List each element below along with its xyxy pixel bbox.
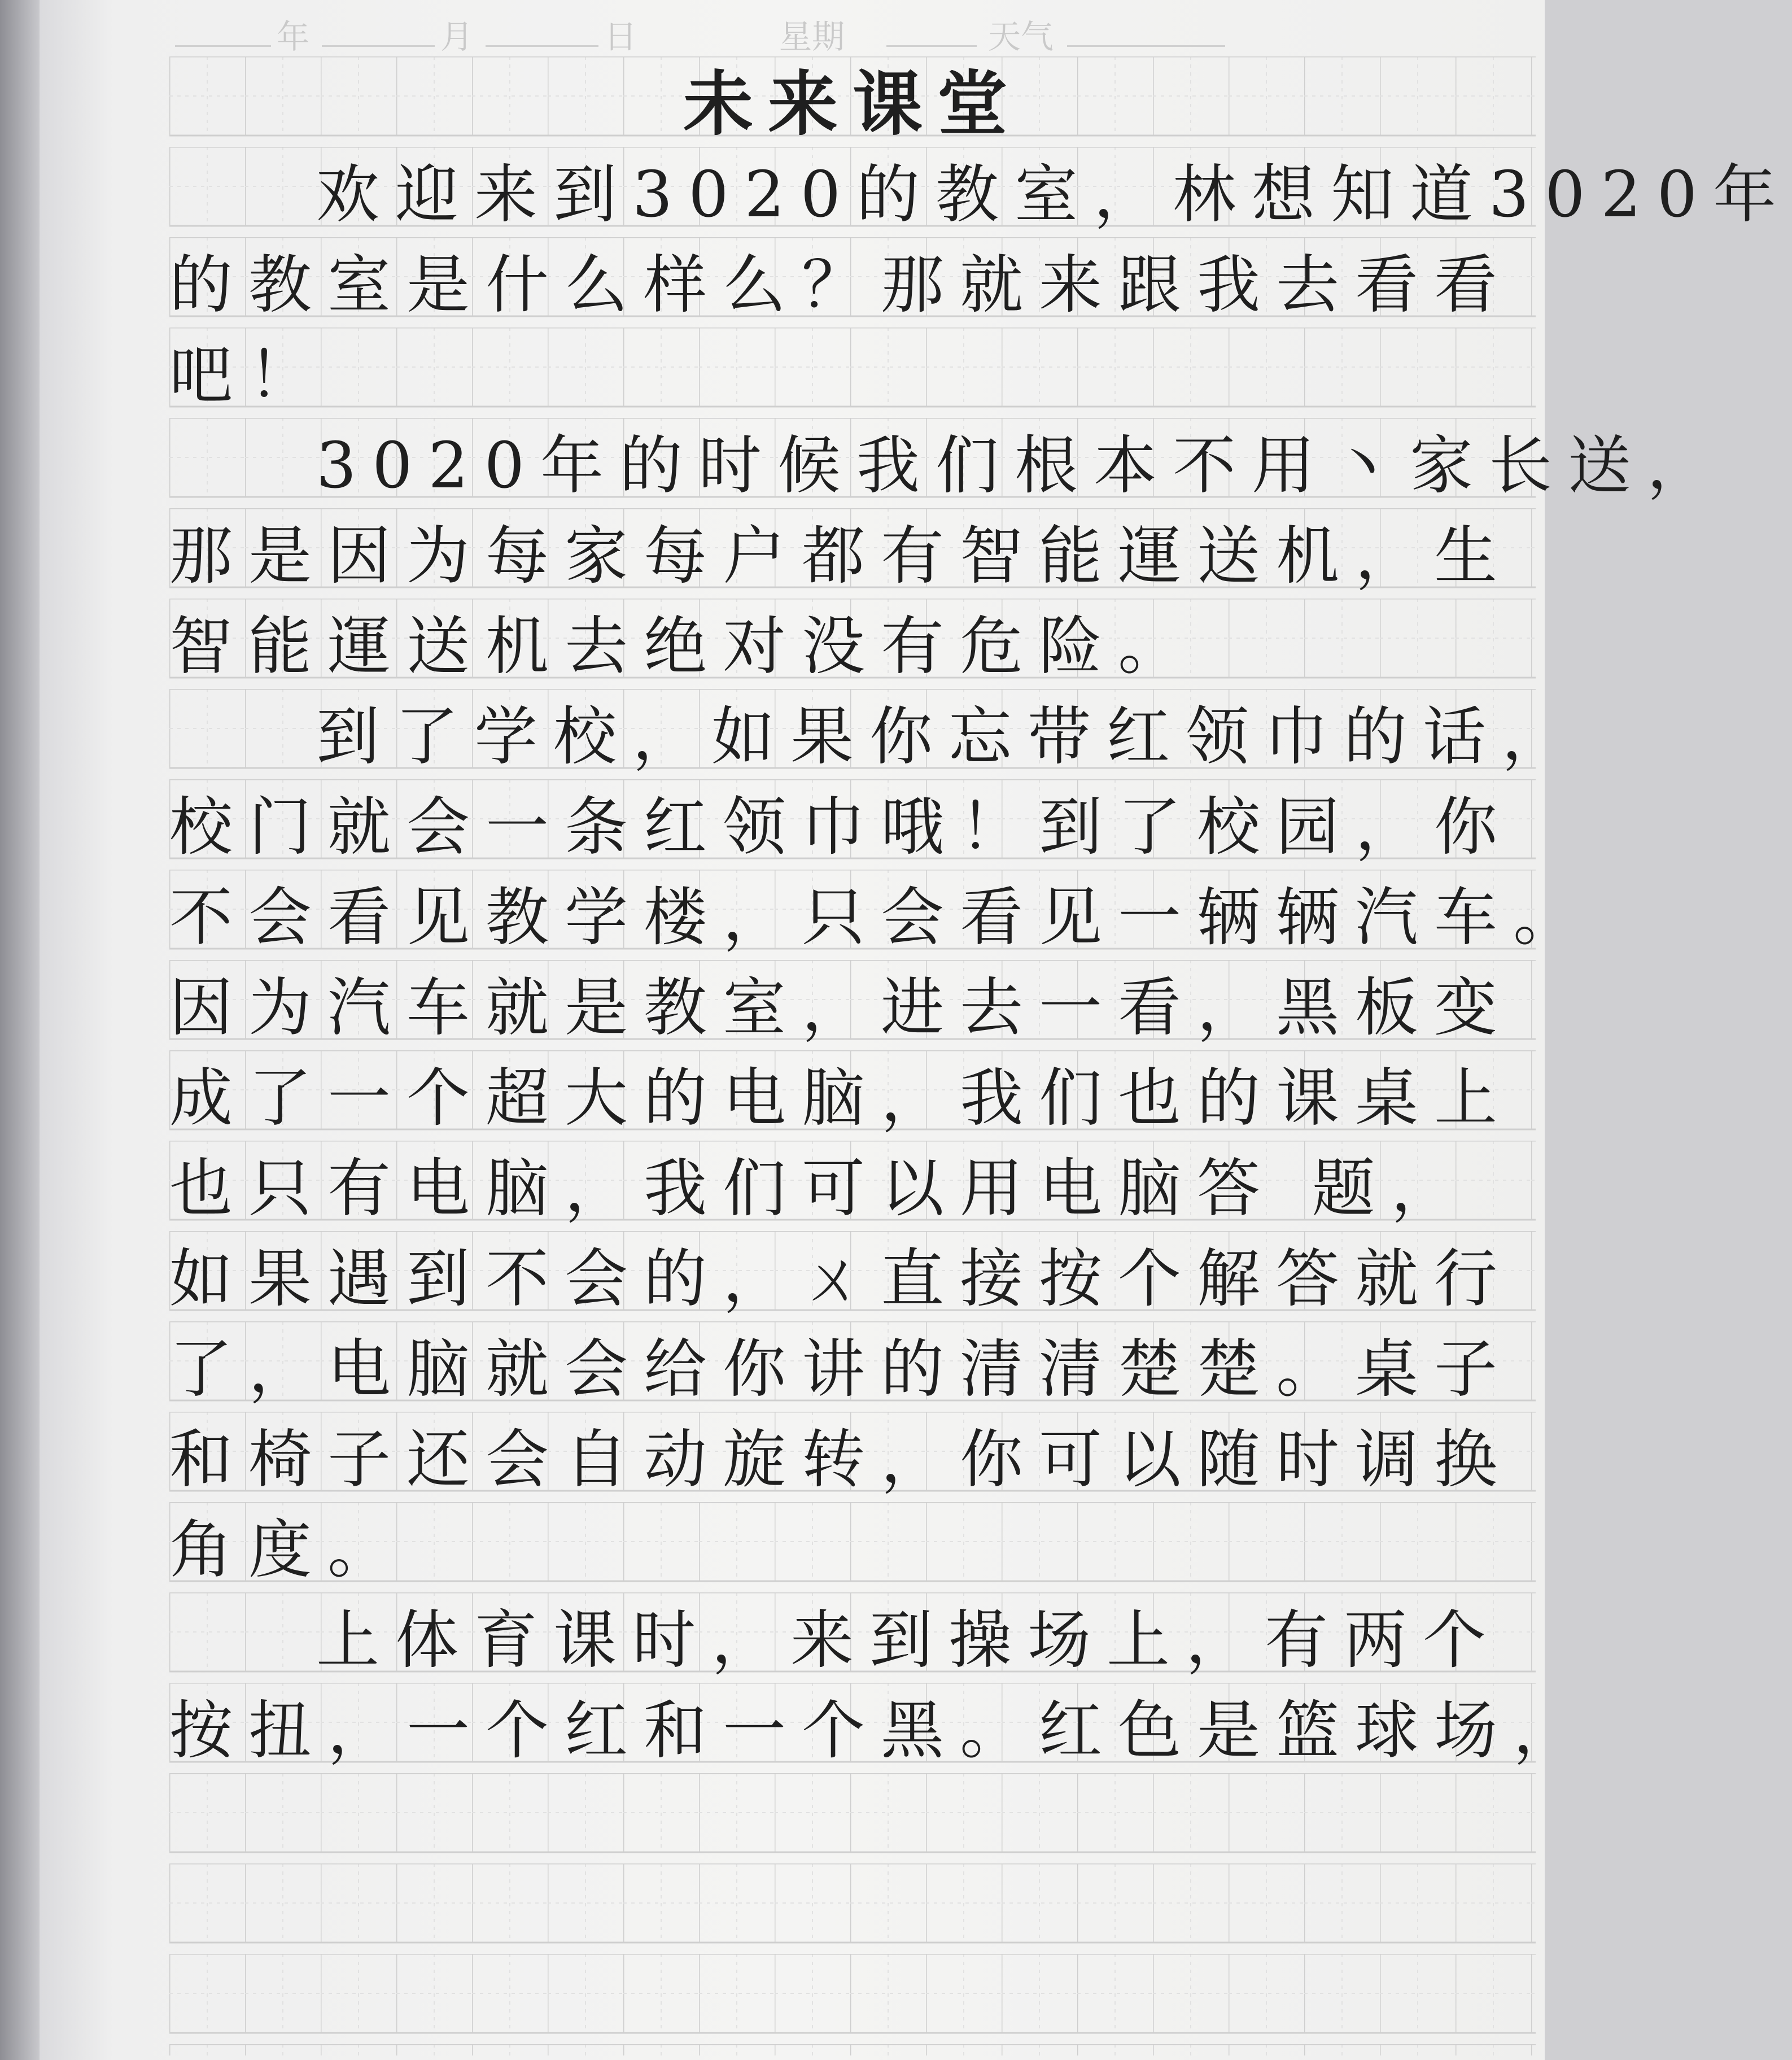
page-edge-shadow bbox=[0, 0, 40, 2060]
weekday-blank bbox=[886, 45, 977, 47]
weather-label: 天气 bbox=[988, 18, 1054, 56]
essay-line: 校门就会一条红领巾哦！到了校园，你 bbox=[169, 791, 1513, 864]
essay-line: 如果遇到不会的，ㄨ直接按个解答就行 bbox=[169, 1242, 1513, 1316]
essay-line: 到了学校，如果你忘带红领巾的话， bbox=[316, 700, 1581, 774]
month-blank bbox=[322, 45, 435, 47]
essay-line: 和椅子还会自动旋转，你可以随时调换 bbox=[169, 1423, 1513, 1496]
day-blank bbox=[486, 45, 598, 47]
essay-line: 因为汽车就是教室，进去一看，黑板变 bbox=[169, 971, 1513, 1045]
essay-line: 3020年的时候我们根本不用丶家长送， bbox=[316, 429, 1727, 503]
essay-line: 角度。 bbox=[169, 1513, 407, 1587]
essay-line: 智能運送机去绝对没有危险。 bbox=[169, 610, 1197, 683]
essay-line: 了，电脑就会给你讲的清清楚楚。桌子 bbox=[169, 1333, 1513, 1406]
writing-grid bbox=[169, 56, 1792, 2055]
day-label: 日 bbox=[604, 18, 637, 56]
essay-title: 未来课堂 bbox=[683, 63, 1022, 145]
essay-line: 吧！ bbox=[169, 339, 327, 412]
essay-line: 上体育课时，来到操场上，有两个 bbox=[316, 1604, 1502, 1677]
month-label: 月 bbox=[440, 18, 474, 56]
essay-line: 按扭，一个红和一个黑。红色是篮球场， bbox=[169, 1694, 1592, 1767]
weekday-label: 星期 bbox=[779, 18, 845, 56]
essay-line: 也只有电脑，我们可以用电脑答 题， bbox=[169, 1152, 1470, 1225]
essay-line: 的教室是什么样么？那就来跟我去看看 bbox=[169, 248, 1513, 322]
essay-line: 不会看见教学楼，只会看见一辆辆汽车。 bbox=[169, 881, 1592, 954]
date-header bbox=[175, 6, 1541, 56]
weather-blank bbox=[1067, 45, 1225, 47]
essay-line: 那是因为每家每户都有智能運送机，生 bbox=[169, 520, 1513, 593]
essay-line: 欢迎来到3020的教室，林想知道3020年 bbox=[316, 158, 1792, 232]
essay-line: 成了一个超大的电脑，我们也的课桌上 bbox=[169, 1062, 1513, 1135]
year-blank bbox=[175, 45, 271, 47]
year-label: 年 bbox=[277, 18, 310, 56]
